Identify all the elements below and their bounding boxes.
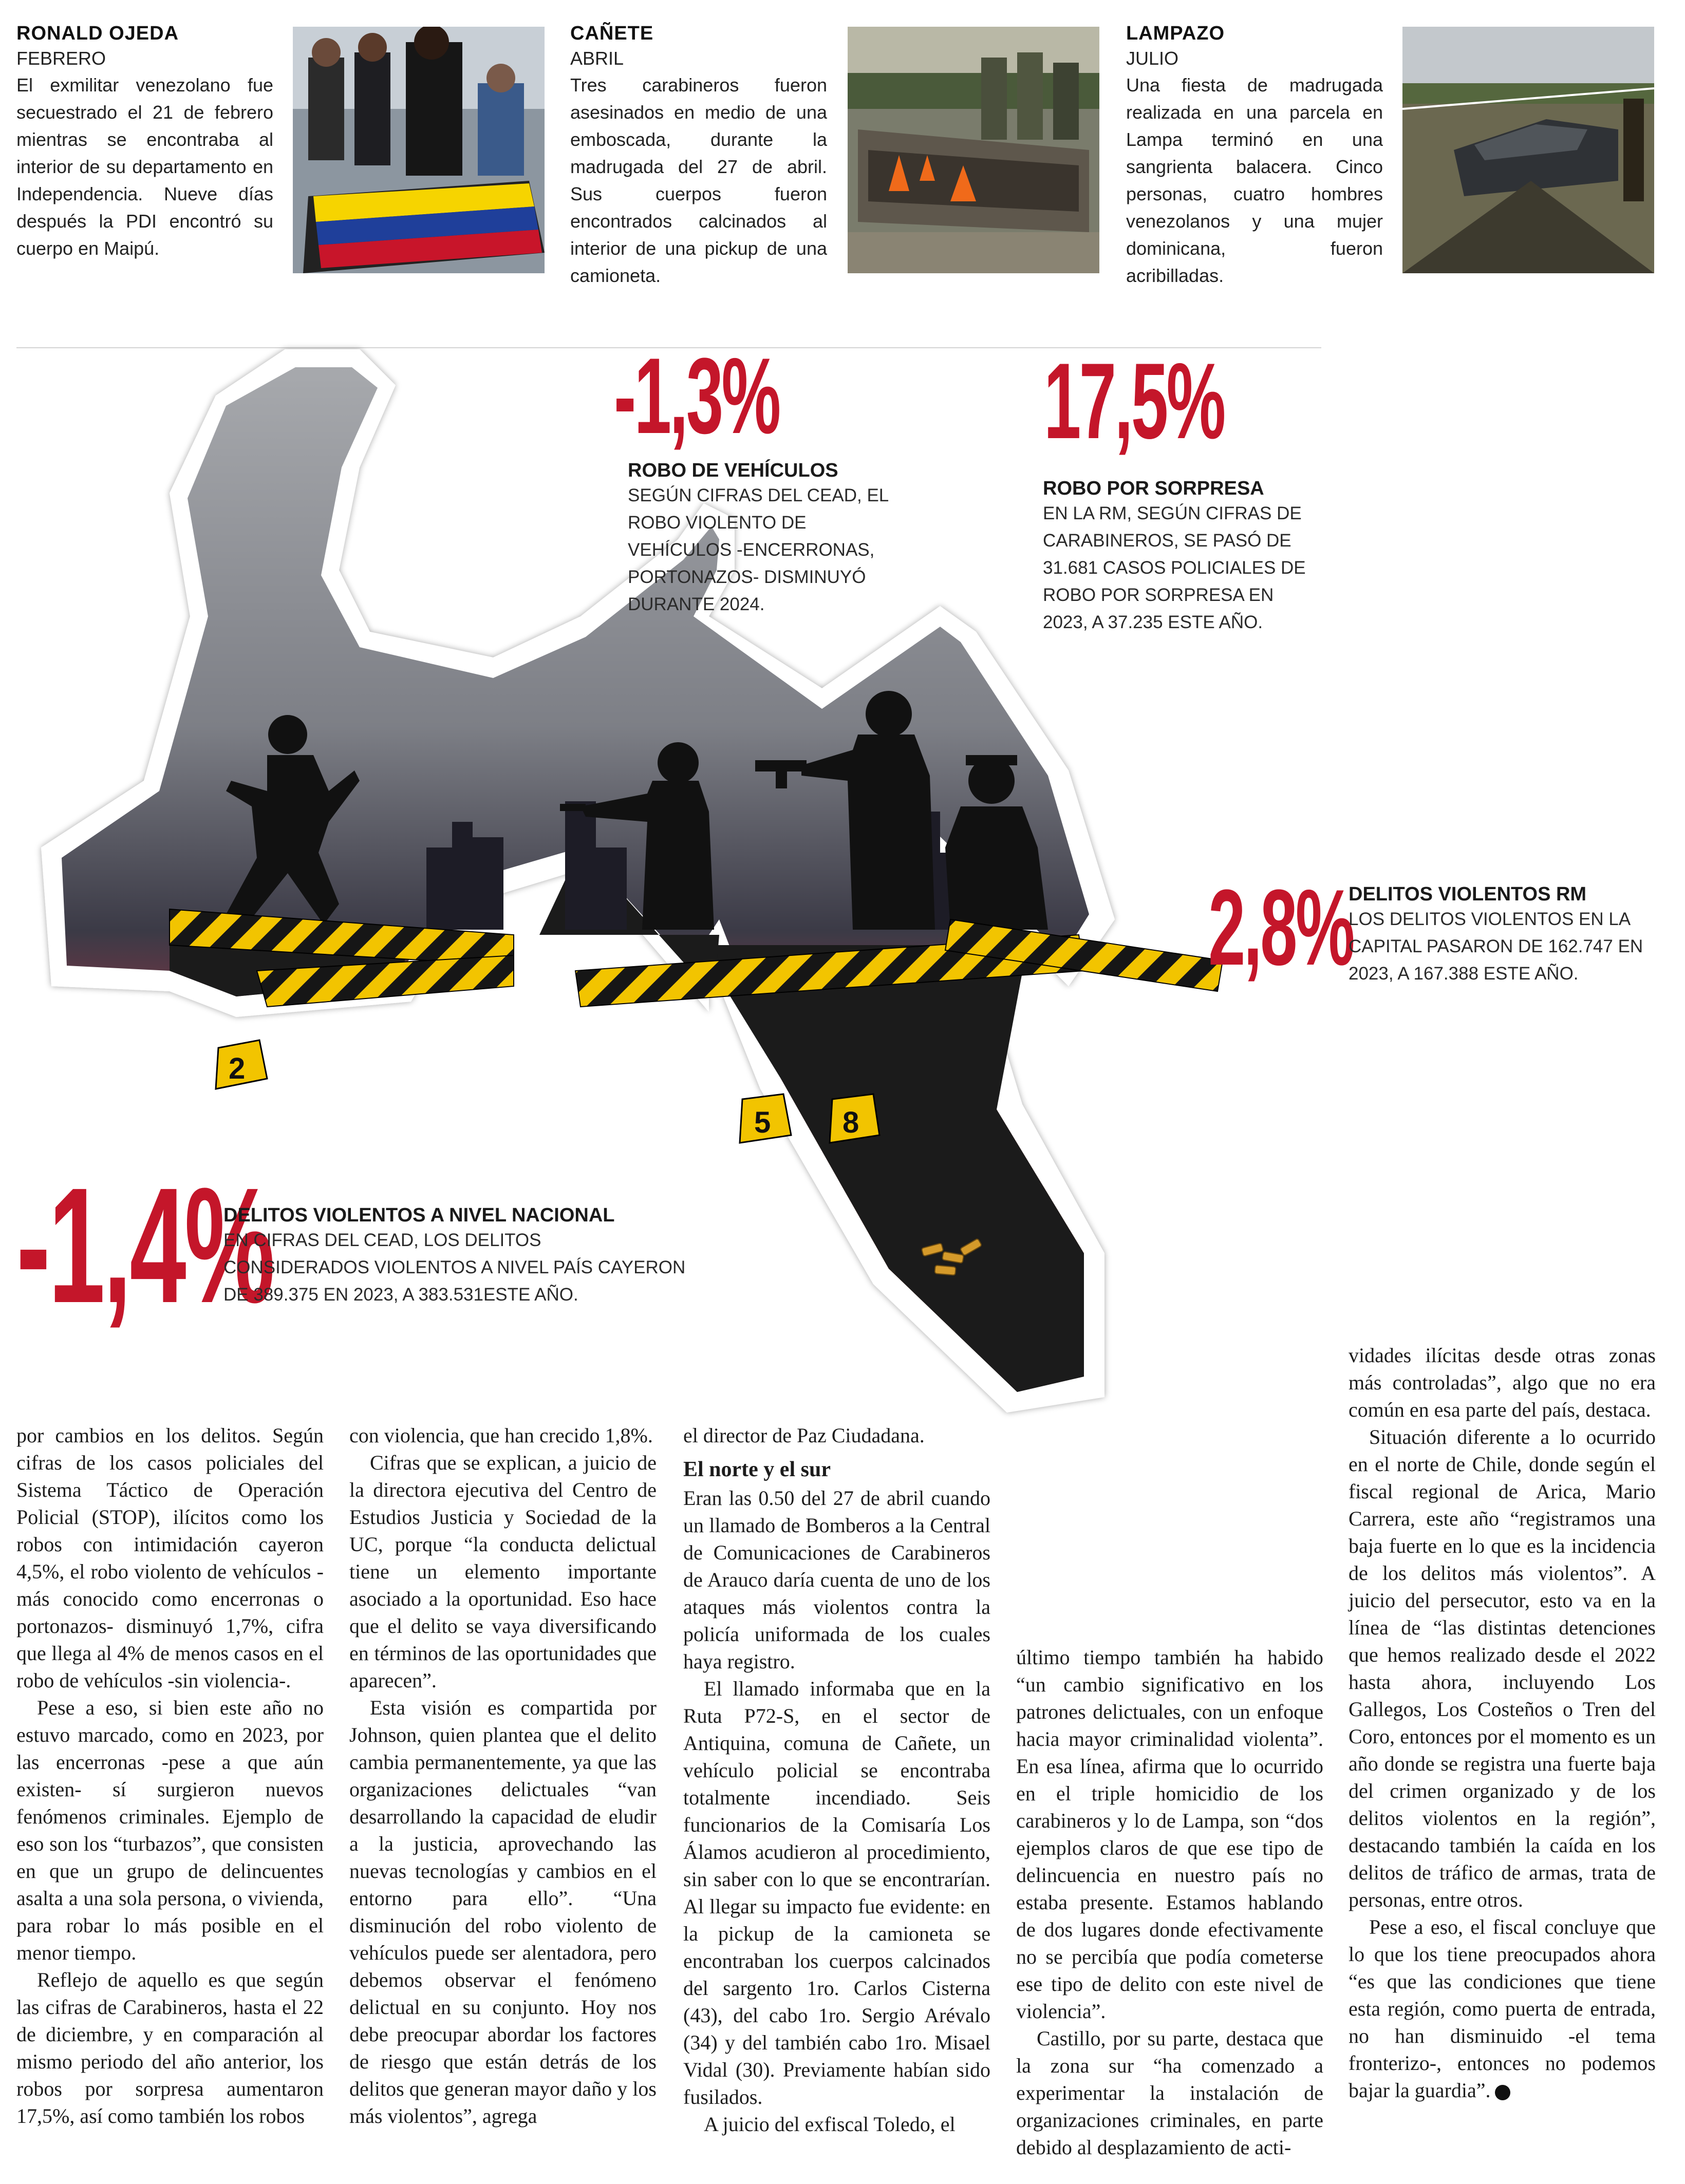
stat-text: LOS DELITOS VIOLENTOS EN LA CAPITAL PASARON DE 162.747 EN 2023, A 167.388 ESTE AÑO. — [1349, 909, 1643, 984]
card-month: ABRIL — [570, 48, 624, 69]
card-month: FEBRERO — [16, 48, 106, 69]
card-month: JULIO — [1126, 48, 1179, 69]
paragraph: Eran las 0.50 del 27 de abril cuando un llamado de Bomberos a la Central de Comunicaciones de Carabineros de Arauco daría cuenta de uno de los ataques más violentos contra la policía uniformada de los cuales haya registro. — [683, 1486, 990, 1673]
stat-block-rm — [1349, 883, 1657, 987]
article-column-2 — [349, 1422, 657, 2130]
card-canete — [570, 23, 827, 289]
stat-title: ROBO DE VEHÍCULOS — [628, 460, 838, 481]
stat-title: ROBO POR SORPRESA — [1043, 478, 1264, 499]
stat-value-nacional: -1,4% — [16, 1153, 273, 1337]
stat-value-sorpresa: 17,5% — [1044, 341, 1224, 461]
paragraph — [1349, 1913, 1656, 2104]
paragraph: por cambios en los delitos. Según cifras de los casos policiales del Sistema Táctico de Operación Policial (STOP), ilícitos como los robos con intimidación cayeron 4,5%, el robo violento de vehículos -más conocido como encerronas o portonazos- disminuyó 1,7%, cifra que llega al 4% de menos casos en el robo de vehículos -sin violencia-. — [16, 1424, 324, 1692]
marker-label: 2 — [229, 1052, 246, 1085]
stat-block-vehiculos — [628, 460, 895, 618]
photo-ojeda-funeral — [293, 27, 545, 273]
section-heading: El norte y el sur — [683, 1458, 831, 1481]
paragraph: Situación diferente a lo ocurrido en el norte de Chile, donde según el fiscal regional de Arica, Mario Carrera, este año “registramos una baja fuerte en lo que es la incidencia de los delitos más violentos”. A juicio del persecutor, esto va en la línea de “las distintas detenciones que hemos realizado desde el 2022 hasta ahora, incluyendo Los Gallegos, Los Costeños o Tren del Coro, entonces por el momento es un año donde se registra una fuerte baja del crimen organizado y de los delitos violentos en la región”, destacando también la caída en los delitos de tráfico de armas, trata de personas, entre otros. — [1349, 1425, 1656, 1911]
article-column-5 — [1349, 1342, 1656, 2104]
stat-text: SEGÚN CIFRAS DEL CEAD, EL ROBO VIOLENTO DE VEHÍCULOS -ENCERRONAS, PORTONAZOS- DISMINUYÓ DURANTE 2024. — [628, 485, 888, 614]
stat-value-rm: 2,8% — [1208, 867, 1353, 988]
paragraph: Reflejo de aquello es que según las cifras de Carabineros, hasta el 22 de diciembre, y en comparación al mismo periodo del año anterior, los robos por sorpresa aumentaron 17,5%, así como también los robos — [16, 1968, 324, 2127]
card-title: LAMPAZO — [1126, 23, 1225, 44]
stat-block-sorpresa — [1043, 478, 1320, 636]
paragraph: vidades ilícitas desde otras zonas más controladas”, algo que no era común en esa parte del país, destaca. — [1349, 1344, 1656, 1421]
card-title: CAÑETE — [570, 23, 654, 44]
stat-title: DELITOS VIOLENTOS A NIVEL NACIONAL — [223, 1204, 615, 1226]
stat-text: EN LA RM, SEGÚN CIFRAS DE CARABINEROS, SE PASÓ DE 31.681 CASOS POLICIALES DE ROBO POR SORPRESA EN 2023, A 37.235 ESTE AÑO. — [1043, 503, 1306, 632]
stat-block-nacional — [223, 1204, 686, 1308]
marker-label: 8 — [842, 1106, 859, 1139]
paragraph: El llamado informaba que en la Ruta P72-S, en el sector de Antiquina, comuna de Cañete, un vehículo policial se encontraba totalmente incendiado. Seis funcionarios de la Comisaría Los Álamos acudieron al procedimiento, sin saber con lo que se encontrarían. Al llegar su impacto fue evidente: en la pickup de la camioneta se encontraban los cuerpos calcinados del sargento 1ro. Carlos Cisterna (43), del cabo 1ro. Sergio Arévalo (34) y del también cabo 1ro. Misael Vidal (30). Previamente habían sido fusilados. — [683, 1677, 990, 2108]
evidence-marker-8 — [830, 1094, 879, 1143]
paragraph: Pese a eso, si bien este año no estuvo marcado, como en 2023, por las encerronas -pese a que aún existen- sí surgieron nuevos fenómenos criminales. Ejemplo de eso son los “turbazos”, que consisten en que un grupo de delincuentes asalta a una sola persona, o vivienda, para robar lo más posible en el menor tiempo. — [16, 1696, 324, 1964]
paragraph: Castillo, por su parte, destaca que la zona sur “ha comenzado a experimentar la instalación de organizaciones criminales, en parte debido al desplazamiento de acti- — [1016, 2027, 1323, 2159]
stat-text: EN CIFRAS DEL CEAD, LOS DELITOS CONSIDERADOS VIOLENTOS A NIVEL PAÍS CAYERON DE 389.375 EN 2023, A 383.531ESTE AÑO. — [223, 1230, 686, 1305]
paragraph: Esta visión es compartida por Johnson, quien plantea que el delito cambia permanentemente, ya que las organizaciones delictuales “van desarrollando la capacidad de eludir a la justicia, aprovechando las nuevas tecnologías y cambios en el entorno para ello”. “Una disminución del robo violento de vehículos puede ser alentadora, pero debemos observar el fenómeno delictual en su conjunto. Hoy nos debe preocupar abordar los factores de riesgo que están detrás de los delitos que generan mayor daño y los más violentos”, agrega — [349, 1696, 657, 2127]
paragraph: con violencia, que han crecido 1,8%. — [349, 1424, 653, 1447]
evidence-marker-5 — [740, 1094, 791, 1143]
paragraph: el director de Paz Ciudadana. — [683, 1424, 925, 1447]
card-ojeda — [16, 23, 273, 262]
photo-canete-pickup — [848, 27, 1099, 273]
card-lampazo — [1126, 23, 1383, 289]
stat-title: DELITOS VIOLENTOS RM — [1349, 883, 1587, 905]
photo-lampa-scene — [1402, 27, 1654, 273]
paragraph: último tiempo también ha habido “un cambio significativo en los patrones delictuales, con un enfoque hacia mayor criminalidad violenta”. En esa línea, afirma que lo ocurrido en el triple homicidio de los carabineros y lo de Lampa, son “dos ejemplos claros de que ese tipo de delincuencia en nuestro país no estaba presente. Estamos hablando de dos lugares donde efectivamente no se percibía que podía cometerse ese tipo de delito con este nivel de violencia”. — [1016, 1646, 1323, 2023]
paragraph: A juicio del exfiscal Toledo, el — [704, 2113, 956, 2136]
closing-paragraph-text: Pese a eso, el fiscal concluye que lo que los tiene preocupados ahora “es que las condiciones que tiene esta región, como puerta de entrada, no han disminuido -el tema fronterizo-, entonces no podemos bajar la guardia”. — [1349, 1915, 1656, 2102]
stat-value-vehiculos: -1,3% — [614, 335, 779, 456]
card-title: RONALD OJEDA — [16, 23, 179, 44]
article-column-3 — [683, 1422, 990, 2138]
article-column-1 — [16, 1422, 324, 2130]
card-text: Una fiesta de madrugada realizada en una parcela en Lampa terminó en una sangrienta balacera. Cinco personas, cuatro hombres venezolanos y una mujer dominicana, fueron acribilladas. — [1126, 74, 1383, 286]
end-of-article-bullet-icon — [1495, 2085, 1510, 2100]
article-column-4 — [1016, 1644, 1323, 2161]
card-text: El exmilitar venezolano fue secuestrado el 21 de febrero mientras se encontraba al interior de su departamento en Independencia. Nueve días después la PDI encontró su cuerpo en Maipú. — [16, 74, 273, 259]
paragraph: Cifras que se explican, a juicio de la directora ejecutiva del Centro de Estudios Justicia y Sociedad de la UC, porque “la conducta delictual tiene un elemento importante asociado a la oportunidad. Eso hace que el delito se vaya diversificando en términos de las oportunidades que aparecen”. — [349, 1451, 657, 1692]
marker-label: 5 — [754, 1106, 771, 1139]
evidence-marker-2 — [216, 1040, 267, 1089]
card-text: Tres carabineros fueron asesinados en medio de una emboscada, durante la madrugada del 27 de abril. Sus cuerpos fueron encontrados calcinados al interior de una pickup de una camioneta. — [570, 74, 827, 286]
